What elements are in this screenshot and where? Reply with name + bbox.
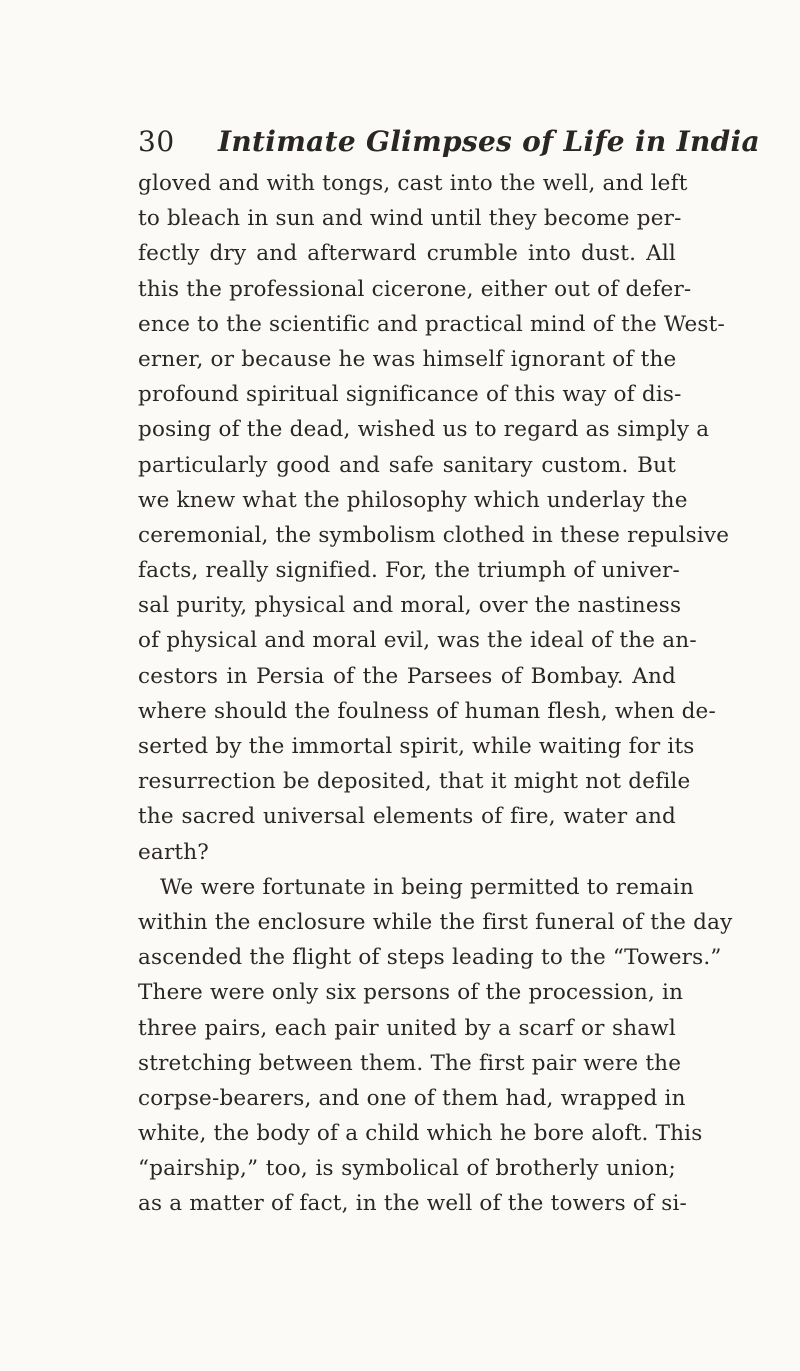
text-line: resurrection be deposited, that it might not defile <box>138 769 691 795</box>
body-text <box>138 166 733 1222</box>
text-line: corpse-bearers, and one of them had, wrapped in <box>138 1085 686 1111</box>
text-line: “pairship,” too, is symbolical of brotherly union; <box>138 1156 676 1182</box>
text-line: the sacred universal elements of fire, water and <box>138 804 676 830</box>
text-line: posing of the dead, wished us to regard as simply a <box>138 417 710 443</box>
text-line: to bleach in sun and wind until they become per- <box>138 206 682 232</box>
text-line: facts, really signified. For, the triumph of univer- <box>138 558 680 584</box>
text-line: within the enclosure while the first funeral of the day <box>138 909 733 935</box>
text-line: erner, or because he was himself ignorant of the <box>138 346 677 372</box>
text-line: ence to the scientific and practical mind of the West- <box>138 311 725 337</box>
text-line: three pairs, each pair united by a scarf or shawl <box>138 1015 676 1041</box>
text-line: ceremonial, the symbolism clothed in these repulsive <box>138 522 730 548</box>
text-line: where should the foulness of human flesh, when de- <box>138 698 716 724</box>
text-line: this the professional cicerone, either out of defer- <box>138 276 692 302</box>
text-line: profound spiritual significance of this way of dis- <box>138 382 682 408</box>
text-line: cestors in Persia of the Parsees of Bombay. And <box>138 663 676 689</box>
text-line: as a matter of fact, in the well of the towers of si- <box>138 1191 687 1217</box>
text-line: There were only six persons of the procession, in <box>138 980 684 1006</box>
text-line: white, the body of a child which he bore aloft. This <box>138 1121 703 1147</box>
text-line: of physical and moral evil, was the ideal of the an- <box>138 628 697 654</box>
text-line: gloved and with tongs, cast into the well, and left <box>138 171 688 196</box>
text-line: sal purity, physical and moral, over the nastiness <box>138 593 682 619</box>
page-header <box>138 122 760 166</box>
text-line: serted by the immortal spirit, while waiting for its <box>138 734 695 759</box>
paragraph-first-line: We were fortunate in being permitted to remain <box>160 874 694 900</box>
running-title: Intimate Glimpses of Life in India <box>218 125 760 158</box>
text-line: stretching between them. The first pair were the <box>138 1050 682 1076</box>
text-line: we knew what the philosophy which underlay the <box>138 487 688 513</box>
text-line: particularly good and safe sanitary custom. But <box>138 452 676 478</box>
text-line: fectly dry and afterward crumble into dust. All <box>138 241 676 267</box>
paragraph-end-line: earth? <box>138 839 210 865</box>
text-line: ascended the flight of steps leading to the “Towers.” <box>138 945 722 971</box>
page-number: 30 <box>138 125 175 158</box>
